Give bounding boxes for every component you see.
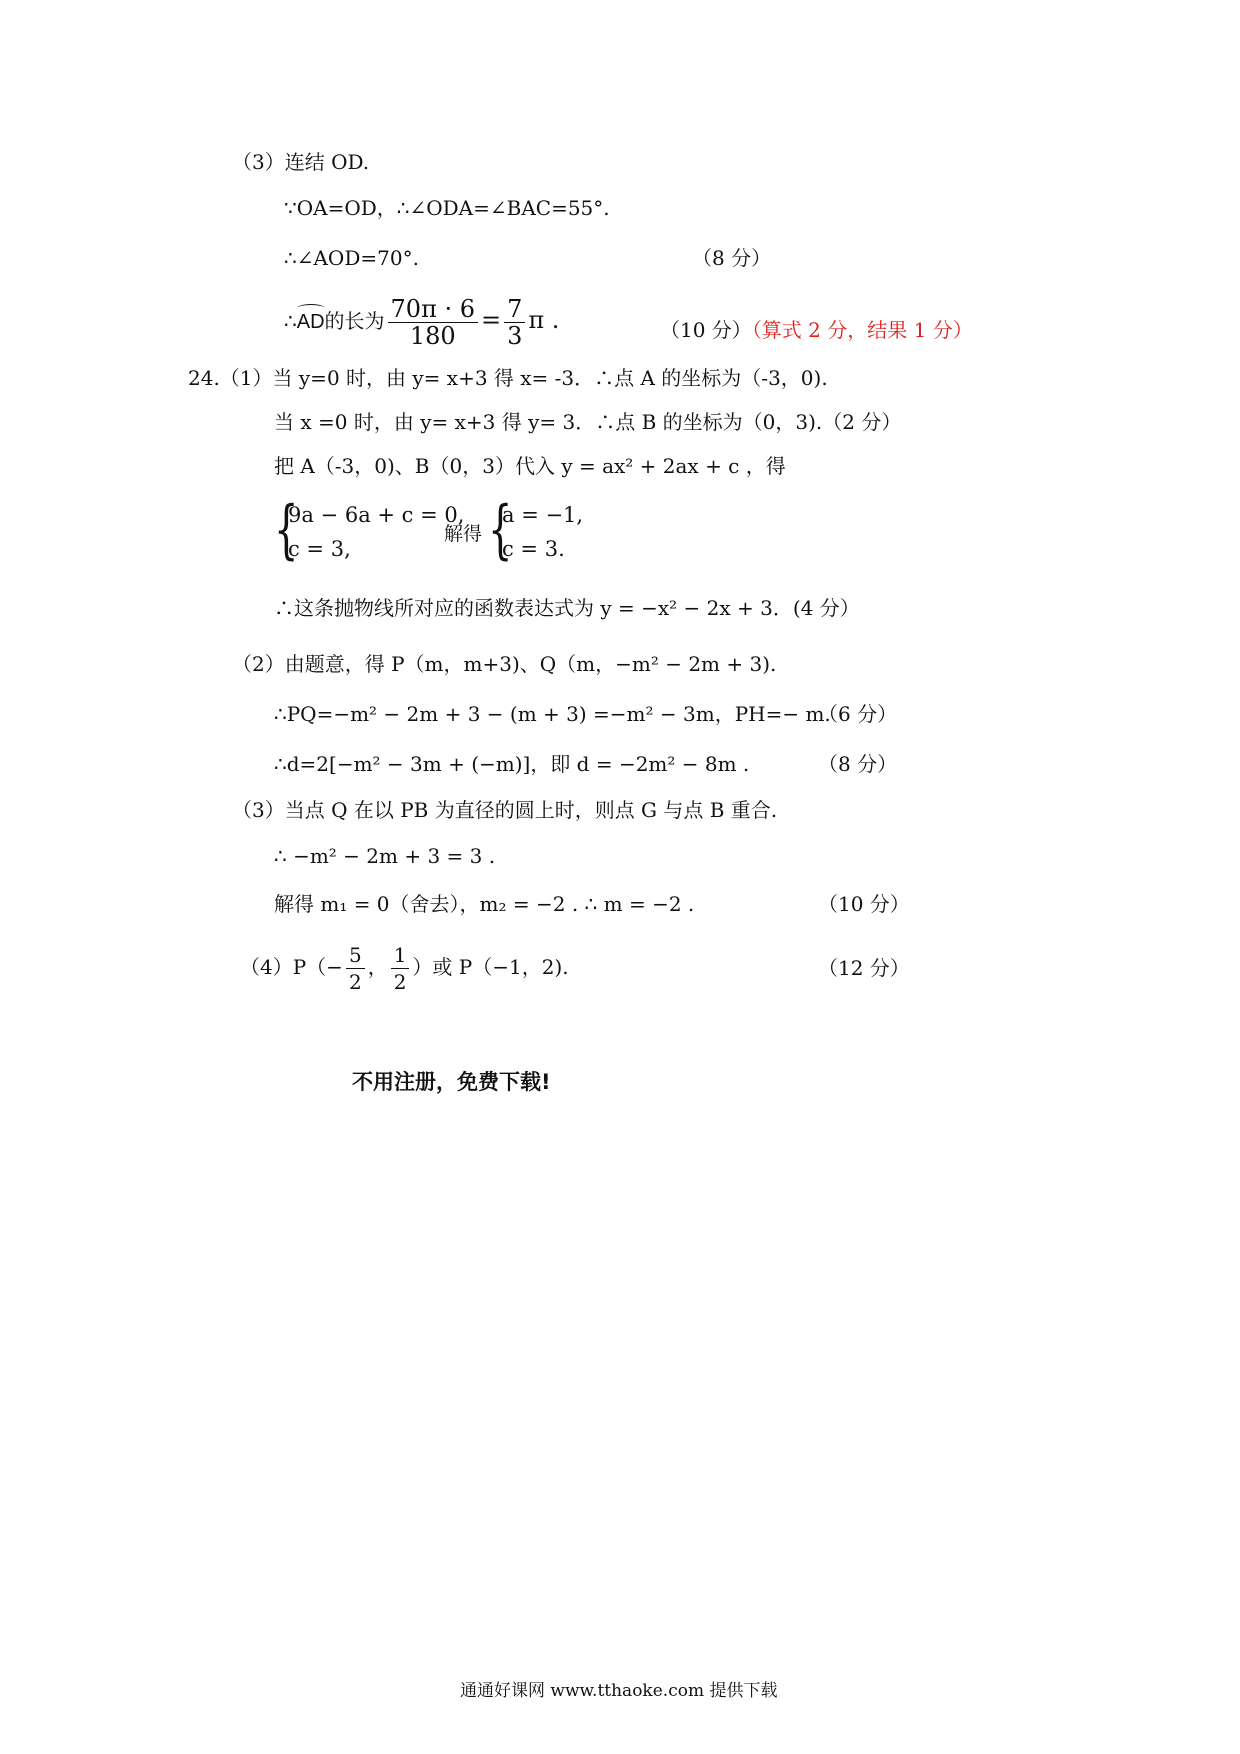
q24-part2-line1: （2）由题意，得 P（m，m+3)、Q（m，−m² − 2m + 3). [232,652,777,676]
q24-part2-line2-score: （6 分） [818,702,898,726]
q23-step-3-score: （8 分） [692,246,772,270]
q24-part2-line3-score: （8 分） [818,752,898,776]
fraction-y [391,942,410,995]
equals-sign: = [481,306,502,334]
q24-part3-line3: 解得 m₁ = 0（舍去），m₂ = −2 . ∴ m = −2 . [274,892,695,916]
q24-part1-line1: 24.（1）当 y=0 时，由 y= x+3 得 x= -3．∴点 A 的坐标为（-3，0). [188,366,828,390]
q24-part1-line4: ∴这条抛物线所对应的函数表达式为 y = −x² − 2x + 3．(4 分） [274,596,860,620]
fraction-denominator: 2 [348,970,362,994]
point-p-open: （4）P（− [240,955,343,979]
q23-step-2: ∵OA=OD，∴∠ODA=∠BAC=55°. [284,196,610,220]
q24-part1-line2: 当 x =0 时，由 y= x+3 得 y= 3．∴点 B 的坐标为（0，3).（2 分） [274,410,902,434]
equation-system-2 [488,493,608,567]
fraction-numerator: 70π · 6 [388,296,478,323]
score-label: （10 分） [660,318,752,342]
q23-step-3: ∴∠AOD=70°. [284,246,419,270]
system-row-1: 9a − 6a + c = 0, [288,503,465,527]
q23-step-4-score [660,316,973,344]
fraction-result [504,296,525,349]
therefore-symbol: ∴ [284,309,297,333]
fraction-x [346,942,365,995]
fraction-denominator: 2 [393,970,407,994]
q24-part4-score: （12 分） [818,956,910,980]
q24-part3-line1: （3）当点 Q 在以 PB 为直径的圆上时，则点 G 与点 B 重合. [232,798,778,822]
fraction-denominator: 180 [409,322,456,350]
q24-part3-line3-score: （10 分） [818,892,910,916]
grading-note: （算式 2 分，结果 1 分） [751,318,973,342]
fraction-arc-length [388,296,478,349]
q24-part2-line2: ∴PQ=−m² − 2m + 3 − (m + 3) =−m² − 3m，PH=− m. [274,702,831,726]
solve-label: 解得 [444,523,483,545]
q24-part4-line [240,942,569,995]
q23-step-4 [284,296,559,349]
system-row-1: a = −1, [502,503,584,527]
download-note: 不用注册，免费下载! [352,1070,551,1094]
fraction-numerator: 7 [504,296,525,323]
q24-part3-line2: ∴ −m² − 2m + 3 = 3 . [274,844,496,868]
point-p-close: ）或 P（−1，2). [412,955,569,979]
system-row-2: c = 3, [288,537,351,561]
system-row-2: c = 3. [502,537,565,561]
fraction-numerator: 5 [346,942,365,969]
q24-part2-line3: ∴d=2[−m² − 3m + (−m)]，即 d = −2m² − 8m . [274,752,750,776]
pi-symbol: π . [528,306,560,334]
brace-symbol: { [488,493,513,567]
arc-ad: AD [297,308,325,336]
q23-step-4-text: 的长为 [324,309,385,333]
q24-part1-line3: 把 A（-3，0)、B（0，3）代入 y = ax² + 2ax + c ，得 [274,454,786,478]
q23-step-1: （3）连结 OD. [232,150,370,174]
fraction-denominator: 3 [507,322,523,350]
page-footer: 通通好课网 www.tthaoke.com 提供下载 [460,1681,778,1701]
brace-symbol: { [274,493,299,567]
fraction-numerator: 1 [391,942,410,969]
comma: ， [367,955,388,979]
